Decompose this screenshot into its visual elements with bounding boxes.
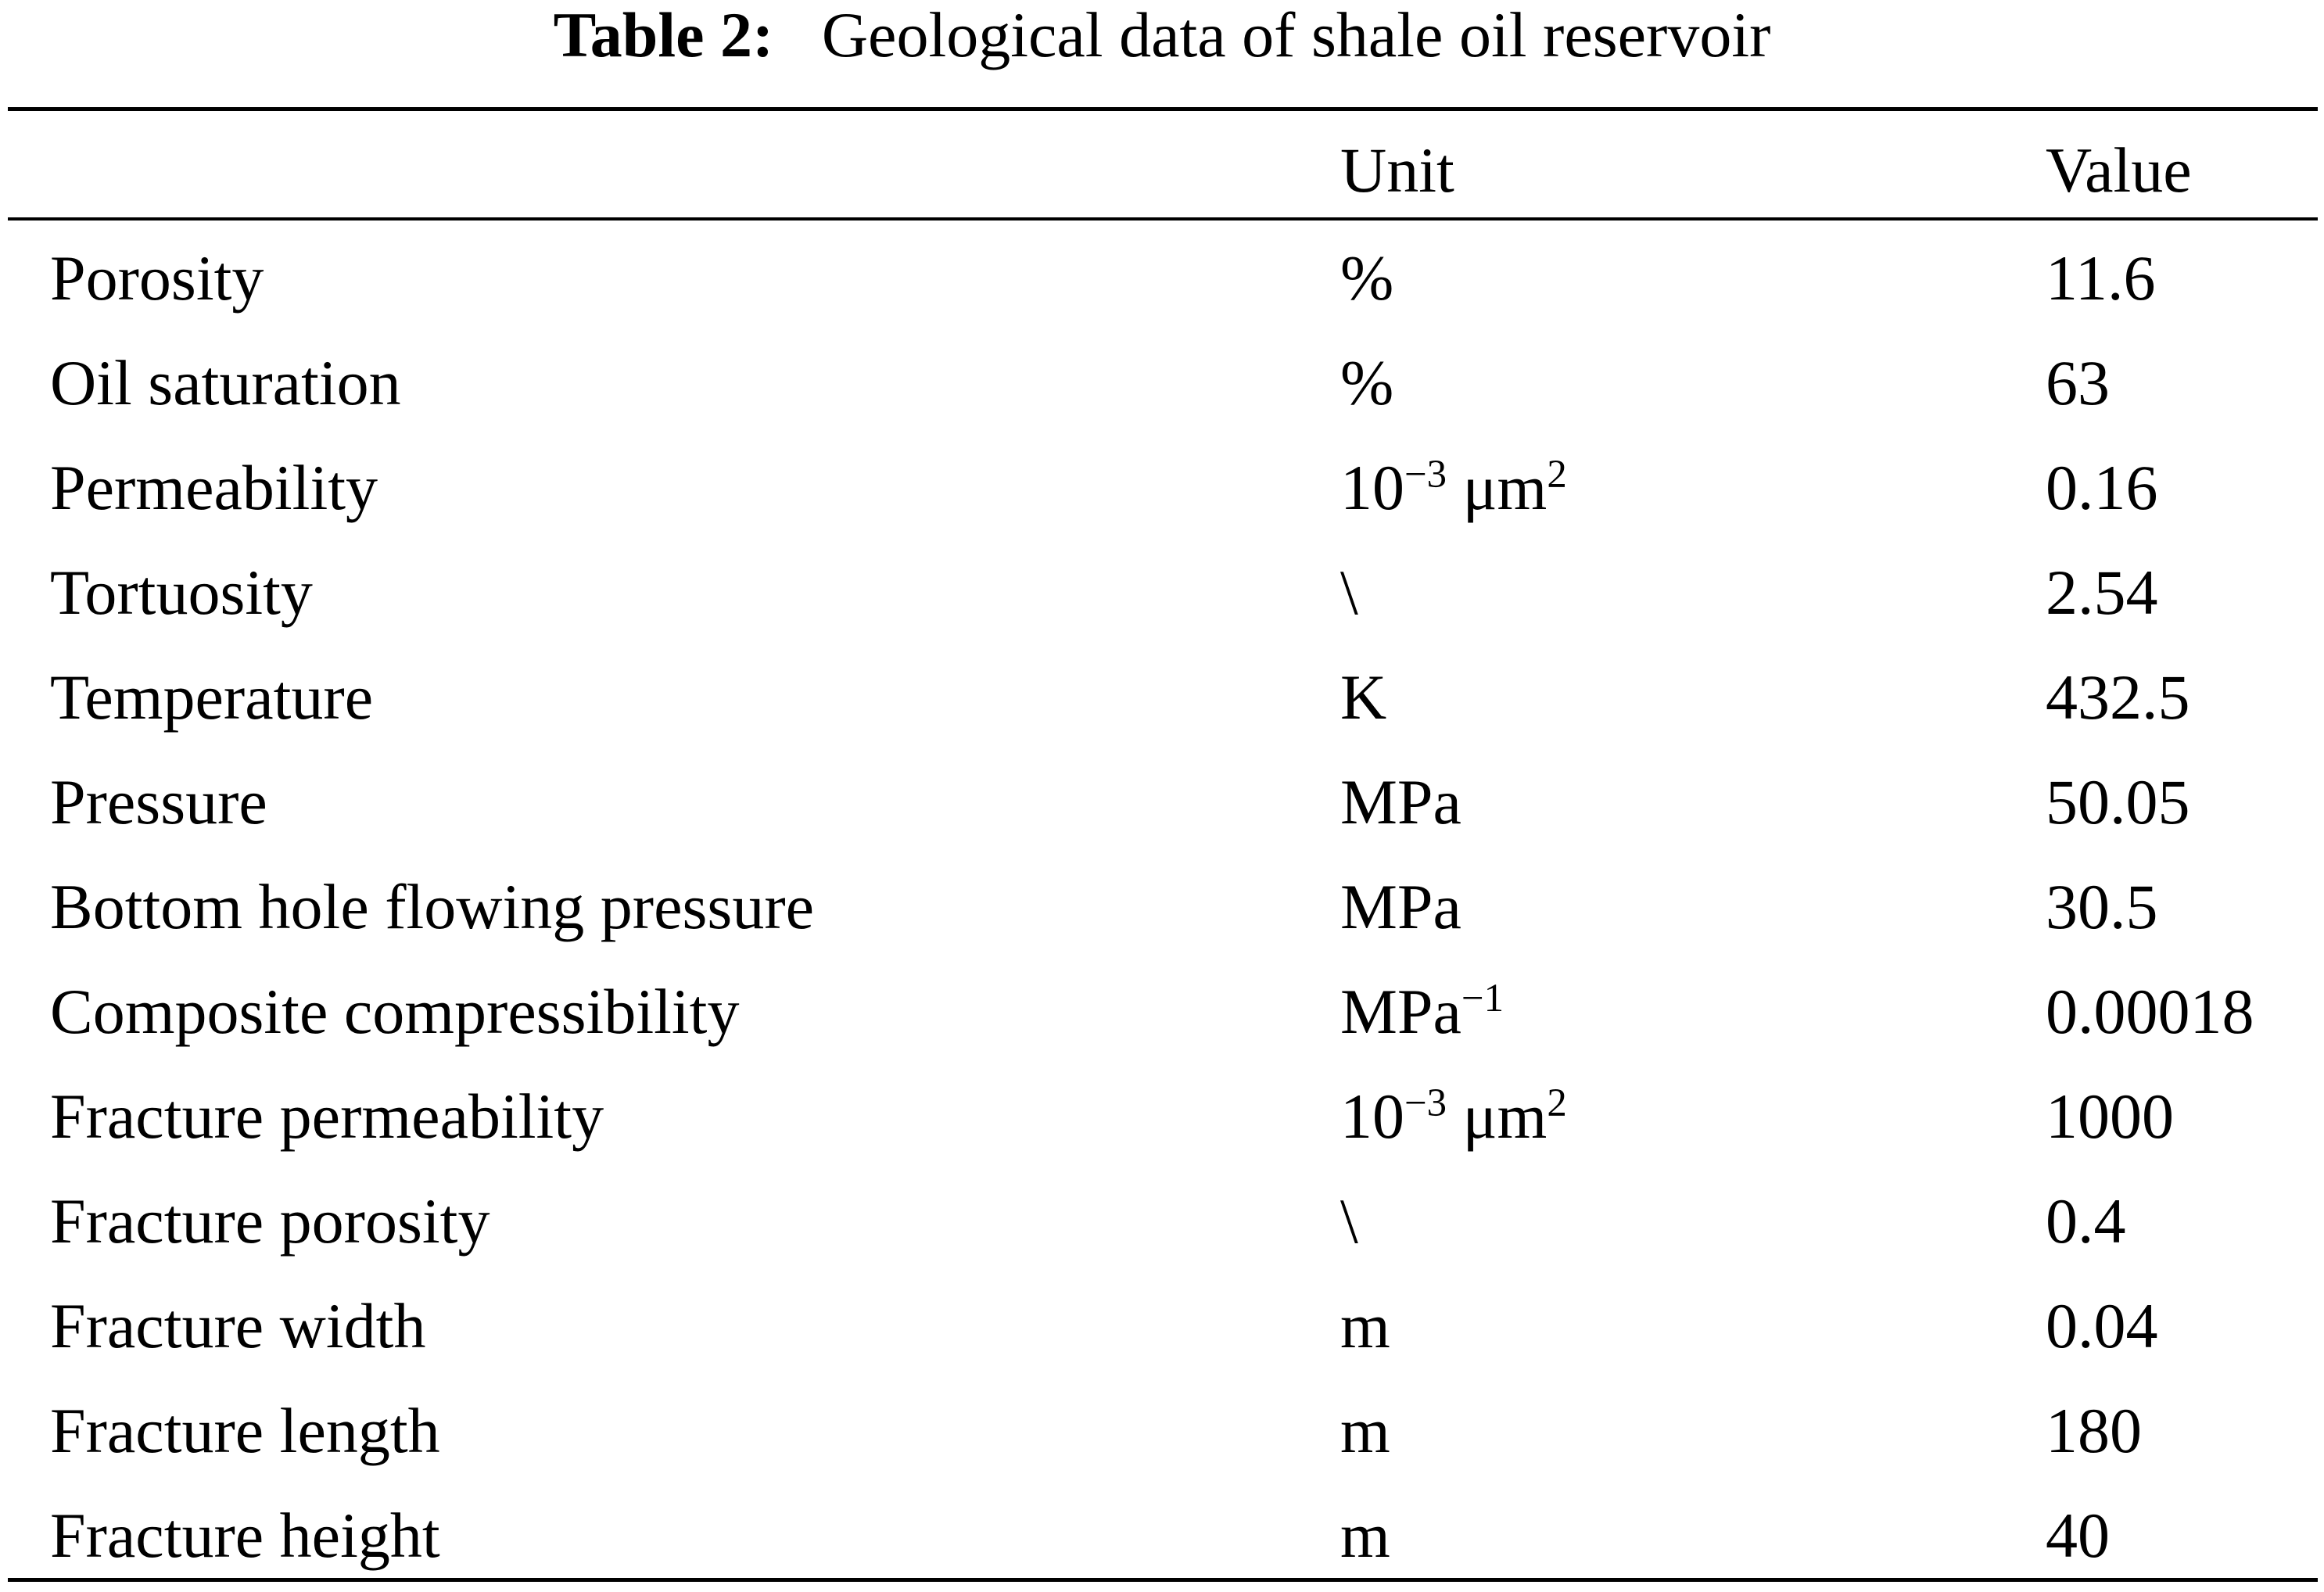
row-unit-base: MPa bbox=[1340, 766, 1461, 837]
row-value: 0.04 bbox=[2046, 1290, 2158, 1361]
row-unit-base: 10 bbox=[1340, 452, 1404, 523]
row-unit bbox=[1340, 1392, 1390, 1470]
row-unit-base: K bbox=[1340, 662, 1387, 733]
table-body bbox=[0, 227, 2324, 1589]
row-value: 0.4 bbox=[2046, 1185, 2126, 1257]
table-bottom-rule bbox=[8, 1578, 2318, 1582]
table-row bbox=[0, 227, 2324, 332]
row-unit-base: m bbox=[1340, 1500, 1390, 1571]
table-row bbox=[0, 436, 2324, 541]
table-header-rule bbox=[8, 217, 2318, 221]
row-parameter: Pressure bbox=[50, 766, 267, 837]
row-unit-suffix: μm bbox=[1447, 1081, 1548, 1152]
row-unit-base: \ bbox=[1340, 1185, 1358, 1257]
row-unit-sup: −3 bbox=[1404, 452, 1447, 497]
row-parameter: Temperature bbox=[50, 662, 374, 733]
row-parameter: Bottom hole flowing pressure bbox=[50, 871, 815, 942]
table-row bbox=[0, 751, 2324, 855]
row-value: 0.16 bbox=[2046, 452, 2158, 523]
row-unit-sup: −1 bbox=[1461, 976, 1505, 1020]
table-caption bbox=[0, 0, 2324, 70]
table-row bbox=[0, 541, 2324, 646]
row-unit bbox=[1340, 344, 1393, 422]
row-unit-base: \ bbox=[1340, 557, 1358, 628]
table-row bbox=[0, 1484, 2324, 1589]
table-row bbox=[0, 1275, 2324, 1379]
row-unit-base: % bbox=[1340, 242, 1394, 314]
table-row bbox=[0, 855, 2324, 960]
row-unit bbox=[1340, 658, 1386, 737]
table-row bbox=[0, 646, 2324, 751]
row-unit-suffix-sup: 2 bbox=[1547, 1081, 1567, 1125]
row-value: 30.5 bbox=[2046, 871, 2158, 942]
row-value: 11.6 bbox=[2046, 242, 2156, 314]
row-unit-base: MPa bbox=[1340, 871, 1461, 942]
row-unit-sup: −3 bbox=[1404, 1081, 1447, 1125]
row-unit bbox=[1340, 1497, 1390, 1575]
table-row bbox=[0, 332, 2324, 436]
row-unit-base: m bbox=[1340, 1395, 1390, 1466]
row-unit bbox=[1340, 1182, 1358, 1260]
row-value: 40 bbox=[2046, 1500, 2110, 1571]
row-unit bbox=[1340, 554, 1358, 632]
row-unit bbox=[1340, 868, 1461, 946]
header-unit: Unit bbox=[1340, 134, 1454, 206]
row-parameter: Fracture width bbox=[50, 1290, 426, 1361]
table-header-row bbox=[0, 111, 2324, 217]
table-row bbox=[0, 1065, 2324, 1170]
row-parameter: Permeability bbox=[50, 452, 378, 523]
row-unit-base: % bbox=[1340, 347, 1394, 418]
row-unit bbox=[1340, 239, 1393, 317]
row-value: 2.54 bbox=[2046, 557, 2158, 628]
row-parameter: Oil saturation bbox=[50, 347, 401, 418]
row-unit-base: 10 bbox=[1340, 1081, 1404, 1152]
table-row bbox=[0, 1379, 2324, 1484]
row-value: 50.05 bbox=[2046, 766, 2190, 837]
table-caption-spacer bbox=[790, 0, 806, 70]
row-parameter: Fracture height bbox=[50, 1500, 440, 1571]
row-unit bbox=[1340, 973, 1504, 1051]
table-row bbox=[0, 1170, 2324, 1275]
row-parameter: Composite compressibility bbox=[50, 976, 740, 1047]
row-unit-base: m bbox=[1340, 1290, 1390, 1361]
row-value: 0.00018 bbox=[2046, 976, 2254, 1047]
row-parameter: Tortuosity bbox=[50, 557, 313, 628]
table-caption-title: Geological data of shale oil reservoir bbox=[821, 0, 1771, 70]
row-parameter: Fracture permeability bbox=[50, 1081, 604, 1152]
table-caption-label: Table 2: bbox=[553, 0, 774, 70]
row-parameter: Fracture porosity bbox=[50, 1185, 490, 1257]
row-unit bbox=[1340, 1077, 1567, 1156]
row-unit bbox=[1340, 763, 1461, 841]
row-unit bbox=[1340, 449, 1567, 527]
row-unit-suffix-sup: 2 bbox=[1547, 452, 1567, 497]
table-row bbox=[0, 960, 2324, 1065]
row-value: 63 bbox=[2046, 347, 2110, 418]
row-value: 1000 bbox=[2046, 1081, 2174, 1152]
row-unit-base: MPa bbox=[1340, 976, 1461, 1047]
row-unit-suffix: μm bbox=[1447, 452, 1548, 523]
row-value: 432.5 bbox=[2046, 662, 2190, 733]
row-unit bbox=[1340, 1287, 1390, 1365]
row-parameter: Porosity bbox=[50, 242, 264, 314]
row-value: 180 bbox=[2046, 1395, 2142, 1466]
header-value: Value bbox=[2046, 134, 2192, 206]
row-parameter: Fracture length bbox=[50, 1395, 440, 1466]
